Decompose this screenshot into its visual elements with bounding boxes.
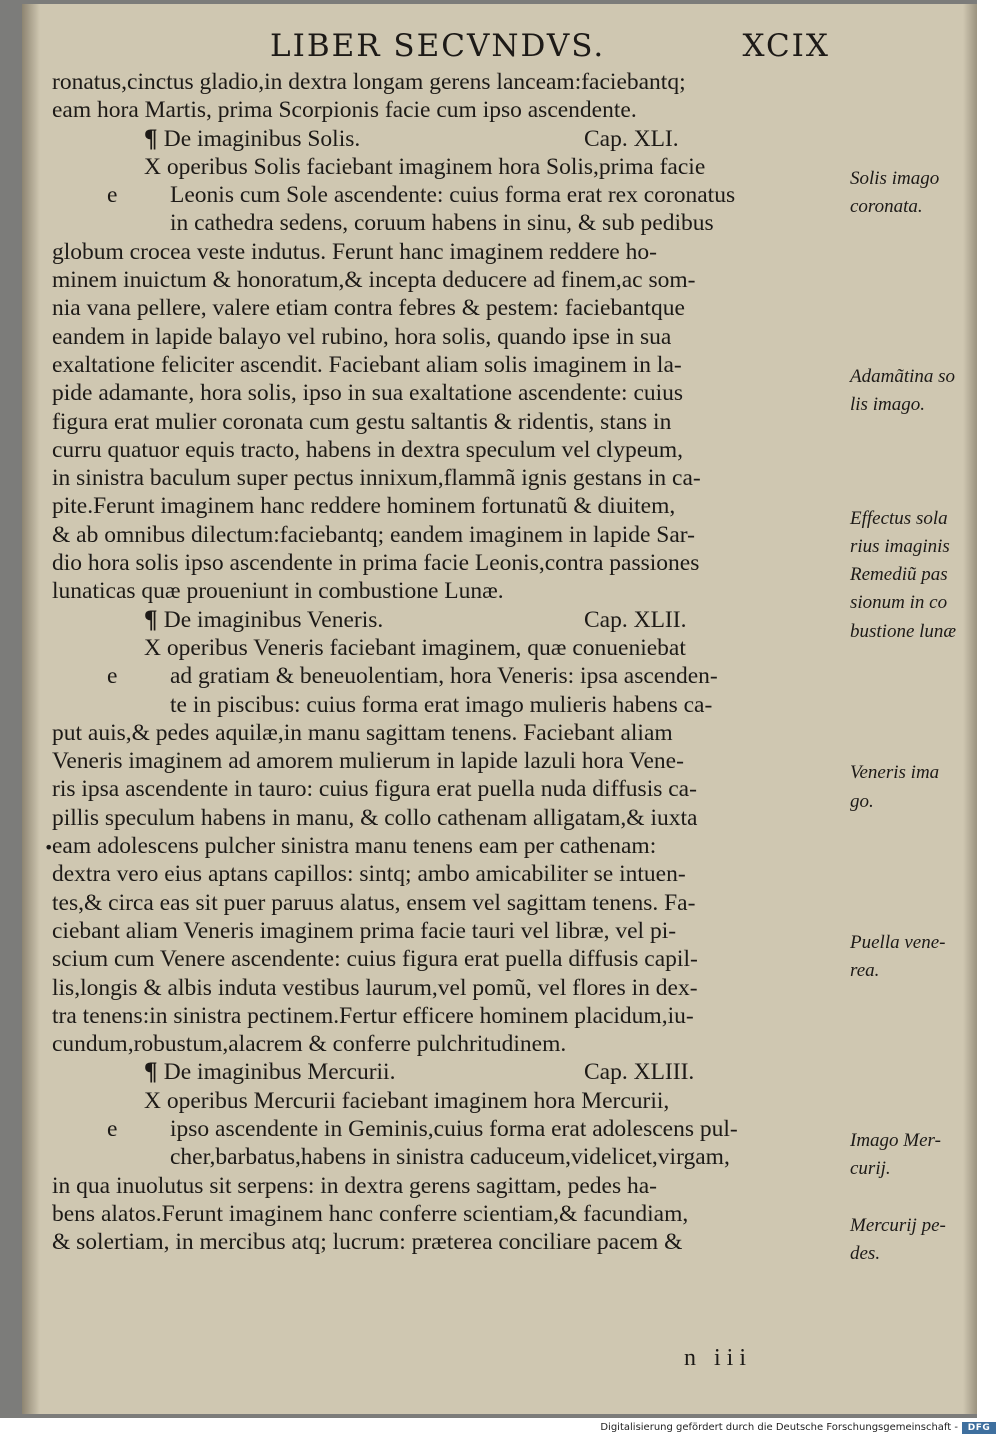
- text-line: [52, 379, 842, 407]
- text-line: [52, 209, 842, 237]
- text-line: [52, 351, 842, 379]
- marginal-note: Veneris ima: [850, 762, 940, 784]
- chapter-number: Cap. XLIII.: [584, 1059, 695, 1086]
- marginal-note: Remediũ pas: [850, 564, 948, 586]
- text-line: [52, 1200, 842, 1228]
- line-text: dextra vero eius aptans capillos: sintq; ambo amicabiliter se intuen-: [52, 861, 686, 888]
- marginal-note: go.: [850, 790, 874, 812]
- chapter-title: De imaginibus Mercurii.: [163, 1059, 396, 1086]
- line-text: X operibus Mercurii faciebant imaginem hora Mercurii,: [144, 1087, 670, 1114]
- line-text: X operibus Veneris faciebant imaginem, quæ conueniebat: [144, 634, 686, 661]
- running-head-title: LIBER SECVNDVS.: [270, 28, 606, 64]
- marginalia: [844, 4, 977, 1404]
- chapter-number: Cap. XLI.: [584, 125, 679, 152]
- text-line: [52, 266, 842, 294]
- sidenote-marker: e: [107, 1115, 118, 1142]
- line-text: ris ipsa ascendente in tauro: cuius figura erat puella nuda diffusis ca-: [52, 776, 697, 803]
- chapter-heading: [52, 606, 842, 634]
- line-text: dio hora solis ipso ascendente in prima facie Leonis,contra passiones: [52, 550, 700, 577]
- line-text: figura erat mulier coronata cum gestu saltantis & ridentis, stans in: [52, 408, 672, 435]
- margin-dot: •: [44, 838, 54, 857]
- line-text: in sinistra baculum super pectus innixum,flammã ignis gestans in ca-: [52, 465, 701, 492]
- line-text: pillis speculum habens in manu, & collo cathenam alligatam,& iuxta: [52, 804, 698, 831]
- line-text: exaltatione feliciter ascendit. Faciebant aliam solis imaginem in la-: [52, 351, 682, 378]
- line-text: nia vana pellere, valere etiam contra febres & pestem: faciebantque: [52, 295, 685, 322]
- marginal-note: Imago Mer-: [850, 1130, 941, 1152]
- chapter-heading: [52, 125, 842, 153]
- text-line: [52, 1002, 842, 1030]
- line-text: eam hora Martis, prima Scorpionis facie cum ipso ascendente.: [52, 97, 637, 124]
- text-line: [52, 549, 842, 577]
- line-text: & solertiam, in mercibus atq; lucrum: præterea conciliare pacem &: [52, 1229, 683, 1256]
- text-line: [52, 889, 842, 917]
- line-text: Veneris imaginem ad amorem mulierum in lapide lazuli hora Vene-: [52, 748, 684, 775]
- text-line: [52, 945, 842, 973]
- pilcrow-icon: ¶: [144, 1058, 164, 1086]
- text-line: [52, 1143, 842, 1171]
- text-line: [52, 634, 842, 662]
- digitization-footer: [0, 1418, 1000, 1438]
- chapter-title: De imaginibus Veneris.: [163, 606, 384, 633]
- line-text: tes,& circa eas sit puer paruus alatus, ensem vel sagittam tenens. Fa-: [52, 889, 696, 916]
- sidenote-marker: e: [107, 182, 118, 209]
- signature-mark: n iii: [684, 1345, 753, 1371]
- line-text: te in piscibus: cuius forma erat imago mulieris habens ca-: [170, 691, 713, 718]
- text-line: [52, 974, 842, 1002]
- text-line: [52, 577, 842, 605]
- line-text: ciebant aliam Veneris imaginem prima facie tauri vel libræ, vel pi-: [52, 917, 677, 944]
- marginal-note: rius imaginis: [850, 535, 950, 557]
- marginal-note: sionum in co: [850, 592, 948, 614]
- line-text: globum crocea veste indutus. Ferunt hanc imaginem reddere ho-: [52, 238, 657, 265]
- line-text: in cathedra sedens, coruum habens in sinu, & sub pedibus: [170, 210, 714, 237]
- text-line: [52, 238, 842, 266]
- text-line: [52, 521, 842, 549]
- line-text: ronatus,cinctus gladio,in dextra longam gerens lanceam:faciebantq;: [52, 69, 686, 95]
- line-text: bens alatos.Ferunt imaginem hanc conferre scientiam,& facundiam,: [52, 1200, 689, 1227]
- line-text: pide adamante, hora solis, ipso in sua exaltatione ascendente: cuius: [52, 380, 684, 407]
- running-head: [270, 26, 830, 66]
- book-page: [22, 4, 977, 1414]
- text-line: [52, 662, 842, 690]
- text-line: [52, 96, 842, 124]
- text-line: [52, 832, 842, 860]
- line-text: in qua inuolutus sit serpens: in dextra gerens sagittam, pedes ha-: [52, 1172, 657, 1199]
- text-line: [52, 747, 842, 775]
- marginal-note: des.: [850, 1243, 881, 1265]
- marginal-note: Effectus sola: [850, 507, 948, 529]
- marginal-note: curij.: [850, 1158, 891, 1180]
- line-text: eam adolescens pulcher sinistra manu tenens eam per cathenam:: [52, 833, 657, 860]
- line-text: ipso ascendente in Geminis,cuius forma erat adolescens pul-: [170, 1115, 738, 1142]
- text-line: [52, 68, 842, 96]
- marginal-note: rea.: [850, 960, 880, 982]
- marginal-note: Mercurij pe-: [850, 1215, 946, 1236]
- text-line: [52, 1172, 842, 1200]
- dfg-logo-icon: DFG: [962, 1422, 996, 1434]
- text-line: [52, 1115, 842, 1143]
- text-line: [52, 181, 842, 209]
- marginal-note: Adamãtina so: [850, 366, 956, 387]
- sidenote-marker: e: [107, 663, 118, 690]
- marginal-note: bustione lunæ: [850, 620, 957, 642]
- marginal-note: coronata.: [850, 196, 923, 218]
- marginal-note: Solis imago: [850, 167, 940, 189]
- line-text: ad gratiam & beneuolentiam, hora Veneris: ipsa ascenden-: [170, 663, 718, 690]
- text-line: [52, 294, 842, 322]
- footer-credit: Digitalisierung gefördert durch die Deutsche Forschungsgemeinschaft -: [600, 1422, 958, 1433]
- line-text: pite.Ferunt imaginem hanc reddere hominem fortunatũ & diuitem,: [52, 493, 676, 520]
- line-text: tra tenens:in sinistra pectinem.Fertur efficere hominem placidum,iu-: [52, 1002, 694, 1029]
- text-line: [52, 464, 842, 492]
- text-line: [52, 719, 842, 747]
- line-text: minem inuictum & honoratum,& incepta deducere ad finem,ac som-: [52, 267, 696, 294]
- body-text: [52, 68, 842, 1256]
- text-line: [52, 775, 842, 803]
- text-line: [52, 1087, 842, 1115]
- chapter-heading: [52, 1058, 842, 1086]
- text-line: [52, 323, 842, 351]
- text-line: [52, 1228, 842, 1256]
- chapter-title: De imaginibus Solis.: [163, 125, 361, 152]
- text-line: [52, 408, 842, 436]
- text-line: [52, 1030, 842, 1058]
- chapter-number: Cap. XLII.: [584, 606, 687, 633]
- line-text: & ab omnibus dilectum:faciebantq; eandem imaginem in lapide Sar-: [52, 521, 695, 548]
- text-line: [52, 436, 842, 464]
- text-line: [52, 860, 842, 888]
- marginal-note: Puella vene-: [850, 932, 946, 953]
- line-text: lis,longis & albis induta vestibus laurum,vel pomũ, vel flores in dex-: [52, 974, 698, 1001]
- pilcrow-icon: ¶: [144, 124, 164, 152]
- line-text: lunaticas quæ proueniunt in combustione Lunæ.: [52, 578, 504, 605]
- line-text: X operibus Solis faciebant imaginem hora Solis,prima facie: [144, 153, 706, 180]
- line-text: cher,barbatus,habens in sinistra caduceum,videlicet,virgam,: [170, 1144, 730, 1171]
- pilcrow-icon: ¶: [144, 605, 164, 633]
- line-text: scium cum Venere ascendente: cuius figura erat puella diffusis capil-: [52, 946, 698, 973]
- text-line: [52, 917, 842, 945]
- line-text: Leonis cum Sole ascendente: cuius forma erat rex coronatus: [170, 182, 736, 209]
- marginal-note: lis imago.: [850, 394, 925, 416]
- line-text: eandem in lapide balayo vel rubino, hora solis, quando ipse in sua: [52, 323, 672, 350]
- text-line: [52, 804, 842, 832]
- text-line: [52, 691, 842, 719]
- line-text: cundum,robustum,alacrem & conferre pulchritudinem.: [52, 1031, 567, 1058]
- line-text: put auis,& pedes aquilæ,in manu sagittam tenens. Faciebant aliam: [52, 719, 673, 746]
- line-text: curru quatuor equis tracto, habens in dextra speculum vel clypeum,: [52, 436, 684, 463]
- text-line: [52, 153, 842, 181]
- folio-number: XCIX: [742, 28, 830, 64]
- text-line: [52, 492, 842, 520]
